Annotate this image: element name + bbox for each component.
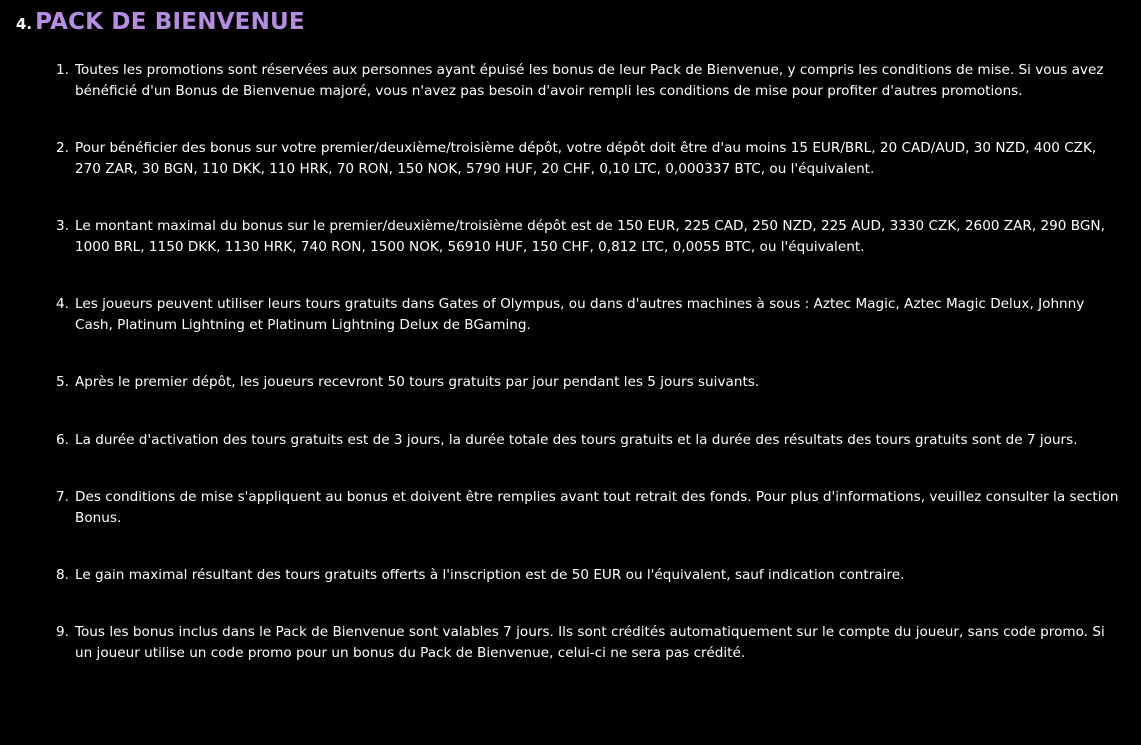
terms-item-number: 6. <box>56 431 69 448</box>
terms-item-number: 5. <box>56 374 69 391</box>
terms-item-9 <box>0 622 1141 664</box>
terms-item-4 <box>0 294 1141 336</box>
section-number: 4. <box>16 15 33 33</box>
terms-item-7 <box>0 487 1141 529</box>
terms-item-6 <box>0 430 1141 451</box>
terms-item-number: 1. <box>56 62 69 78</box>
terms-item-text: Des conditions de mise s'appliquent au bonus et doivent être remplies avant tout retrait des fonds. Pour plus d'informations, veuillez consulter la section Bonus. <box>75 488 1119 526</box>
terms-item-text: Les joueurs peuvent utiliser leurs tours gratuits dans Gates of Olympus, ou dans d'autres machines à sous : Aztec Magic, Aztec Magic Delux, Johnny Cash, Platinum Lightning et Platinum Lightning Delux de BGaming. <box>75 296 1085 334</box>
terms-item-8 <box>0 565 1141 586</box>
terms-item-text: La durée d'activation des tours gratuits est de 3 jours, la durée totale des tours gratuits et la durée des résultats des tours gratuits sont de 7 jours. <box>75 431 1078 448</box>
terms-item-text: Après le premier dépôt, les joueurs recevront 50 tours gratuits par jour pendant les 5 jours suivants. <box>75 374 760 391</box>
terms-list <box>0 60 1141 700</box>
terms-item-text: Le montant maximal du bonus sur le premier/deuxième/troisième dépôt est de 150 EUR, 225 CAD, 250 NZD, 225 AUD, 3330 CZK, 2600 ZAR, 290 BGN, 1000 BRL, 1150 DKK, 1130 HRK, 740 RON, 1500 NOK, 56910 HUF, 150 CHF, 0,812 LTC, 0,0055 BTC, ou l'équivalent. <box>75 218 1105 255</box>
terms-item-number: 7. <box>56 488 69 505</box>
section-title: PACK DE BIENVENUE <box>35 9 305 35</box>
terms-item-5 <box>0 372 1141 393</box>
terms-item-text: Toutes les promotions sont réservées aux personnes ayant épuisé les bonus de leur Pack de Bienvenue, y compris les conditions de mise. Si vous avez bénéficié d'un Bonus de Bienvenue majoré, vous n'avez pas besoin d'avoir rempli les conditions de mise pour profiter d'autres promotions. <box>75 62 1104 99</box>
terms-item-text: Pour bénéficier des bonus sur votre premier/deuxième/troisième dépôt, votre dépôt doit être d'au moins 15 EUR/BRL, 20 CAD/AUD, 30 NZD, 400 CZK, 270 ZAR, 30 BGN, 110 DKK, 110 HRK, 70 RON, 150 NOK, 5790 HUF, 20 CHF, 0,10 LTC, 0,000337 BTC, ou l'équivalent. <box>75 140 1097 177</box>
terms-item-number: 4. <box>56 296 69 313</box>
terms-item-number: 3. <box>56 218 69 235</box>
terms-item-number: 8. <box>56 567 69 584</box>
terms-item-text: Le gain maximal résultant des tours gratuits offerts à l'inscription est de 50 EUR ou l'équivalent, sauf indication contraire. <box>75 567 905 584</box>
terms-item-number: 9. <box>56 624 69 641</box>
terms-item-1 <box>0 60 1141 102</box>
terms-item-number: 2. <box>56 140 69 157</box>
terms-item-text: Tous les bonus inclus dans le Pack de Bienvenue sont valables 7 jours. Ils sont crédités automatiquement sur le compte du joueur, sans code promo. Si un joueur utilise un code promo pour un bonus du Pack de Bienvenue, celui-ci ne sera pas crédité. <box>75 624 1105 662</box>
terms-item-2 <box>0 138 1141 180</box>
section-heading <box>16 9 305 35</box>
terms-item-3 <box>0 216 1141 258</box>
